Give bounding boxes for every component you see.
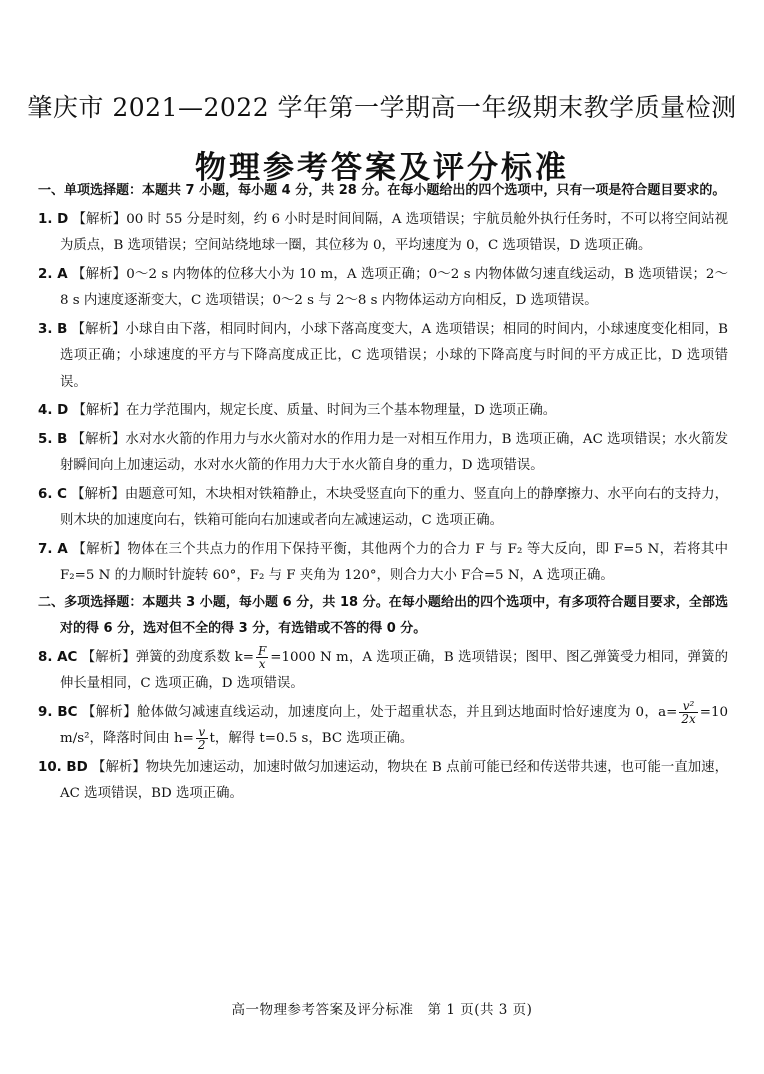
answer-number: 2. A xyxy=(38,266,68,282)
page-title: 物理参考答案及评分标准 xyxy=(195,150,569,186)
answer-item-6 xyxy=(38,482,728,535)
section-heading-multi-choice: 二、多项选择题：本题共 3 小题，每小题 6 分，共 18 分。在每小题给出的四个选项中，有多项符合题目要求，全部选对的得 6 分，选对但不全的得 3 分，有选错或不答的得 0 分。 xyxy=(38,594,728,636)
answer-explanation: 【解析】0～2 s 内物体的位移大小为 10 m，A 选项正确；0～2 s 内物体做匀速直线运动，B 选项错误；2～8 s 内速度逐渐变大，C 选项错误；0～2 s 与 2～8 s 内物体运动方向相反，D 选项错误。 xyxy=(60,266,728,308)
fraction-denominator: 2 xyxy=(197,738,206,752)
answer-number: 9. BC xyxy=(38,704,78,720)
answer-item-2 xyxy=(38,262,728,315)
answer-item-1 xyxy=(38,207,728,260)
answer-explanation: 【解析】物体在三个共点力的作用下保持平衡，其他两个力的合力 F 与 F₂ 等大反向，即 F=5 N，若将其中 F₂=5 N 的力顺时针旋转 60°，F₂ 与 F 夹角为 120°，则合力大小 F合=5 N，A 选项正确。 xyxy=(60,541,728,583)
answer-explanation-cont: t，解得 t=0.5 s，BC 选项正确。 xyxy=(209,731,414,746)
answer-explanation: 【解析】00 时 55 分是时刻，约 6 小时是时间间隔，A 选项错误；宇航员舱外执行任务时，不可以将空间站视为质点，B 选项错误；空间站绕地球一圈，其位移为 0，平均速度为 0，C 选项错误，D 选项正确。 xyxy=(60,211,728,253)
answer-explanation-cont: =1000 N m，A 选项正确，B 选项错误；图甲、图乙弹簧受力相同，弹簧的伸长量相同，C 选项正确，D 选项错误。 xyxy=(60,649,729,691)
answer-number: 10. BD xyxy=(38,759,88,775)
fraction-numerator: F xyxy=(257,643,267,658)
answer-item-7 xyxy=(38,537,728,590)
answer-item-10 xyxy=(38,755,728,808)
answer-number: 6. C xyxy=(38,486,67,502)
fraction-numerator: v xyxy=(196,726,208,739)
fraction-numerator: v² xyxy=(679,700,697,713)
fraction xyxy=(196,726,208,751)
answer-explanation: 【解析】在力学范围内，规定长度、质量、时间为三个基本物理量，D 选项正确。 xyxy=(72,403,557,418)
answer-number: 3. B xyxy=(38,321,68,337)
answer-explanation: 【解析】小球自由下落，相同时间内，小球下落高度变大，A 选项错误；相同的时间内，小球速度变化相同，B 选项正确；小球速度的平方与下降高度成正比，C 选项错误；小球的下降高度与时间的平方成正比，D 选项错误。 xyxy=(60,321,728,390)
answer-explanation-mid: =10 m/s²，降落时间由 h= xyxy=(60,704,728,746)
answer-item-5 xyxy=(38,427,728,480)
answer-number: 4. D xyxy=(38,403,69,418)
page-footer: 高一物理参考答案及评分标准 第 1 页(共 3 页) xyxy=(231,1002,533,1018)
section-heading-single-choice: 一、单项选择题：本题共 7 小题，每小题 4 分，共 28 分。在每小题给出的四个选项中，只有一项是符合题目要求的。 xyxy=(38,183,726,198)
answer-number: 5. B xyxy=(38,431,68,447)
answer-body xyxy=(38,178,728,808)
answer-number: 1. D xyxy=(38,211,69,227)
answer-explanation: 【解析】物块先加速运动，加速时做匀加速运动，物块在 B 点前可能已经和传送带共速，也可能一直加速，AC 选项错误，BD 选项正确。 xyxy=(60,759,728,801)
answer-number: 8. AC xyxy=(38,649,78,665)
answer-explanation: 【解析】由题意可知，木块相对铁箱静止，木块受竖直向下的重力、竖直向上的静摩擦力、水平向右的支持力，则木块的加速度向右，铁箱可能向右加速或者向左减速运动，C 选项正确。 xyxy=(60,486,728,528)
fraction-denominator: x xyxy=(258,656,266,671)
answer-explanation: 【解析】水对水火箭的作用力与水火箭对水的作用力是一对相互作用力，B 选项正确，AC 选项错误；水火箭发射瞬间向上加速运动，水对水火箭的作用力大于水火箭自身的重力，D 选项错误。 xyxy=(60,431,728,473)
answer-item-3 xyxy=(38,317,728,397)
fraction xyxy=(256,645,268,670)
answer-number: 7. A xyxy=(38,541,68,557)
answer-explanation: 【解析】舱体做匀减速直线运动，加速度向上，处于超重状态，并且到达地面时恰好速度为 0，a= xyxy=(82,704,678,720)
answer-item-8 xyxy=(38,645,728,698)
fraction xyxy=(679,700,697,725)
exam-title: 肇庆市 2021—2022 学年第一学期高一年级期末教学质量检测 xyxy=(27,93,737,122)
fraction-denominator: 2x xyxy=(681,711,696,726)
answer-explanation: 【解析】弹簧的劲度系数 k= xyxy=(81,649,254,665)
answer-item-4 xyxy=(38,398,728,425)
answer-item-9 xyxy=(38,700,728,753)
